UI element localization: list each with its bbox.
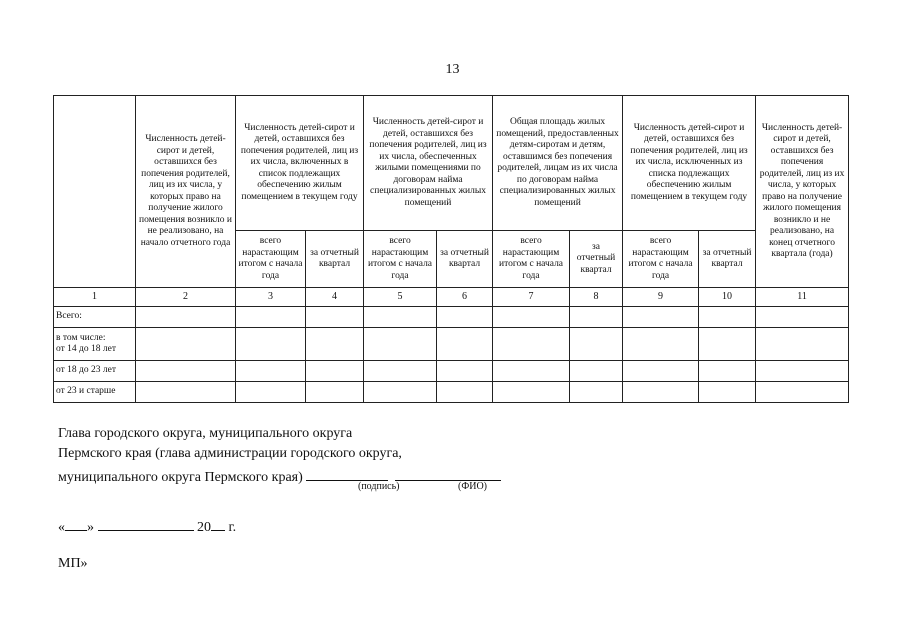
table-cell <box>364 328 437 361</box>
signature-blank[interactable] <box>306 466 388 481</box>
table-cell <box>493 382 570 403</box>
table-cell <box>306 382 364 403</box>
row-label-age-14-18: от 14 до 18 лет <box>56 344 116 354</box>
year-blank[interactable] <box>211 516 225 531</box>
header-col2: Численность детей-сирот и детей, оставшихся без попечения родителей, лиц из их числа, у которых право на получение жилого помещения возникло и не реализовано, на начало отчетного года <box>136 96 236 288</box>
table-cell <box>136 361 236 382</box>
table-cell <box>493 361 570 382</box>
table-cell <box>306 307 364 328</box>
table-cell <box>699 361 756 382</box>
subheader-col7: всего нарастающим итогом с начала года <box>493 231 570 288</box>
col-number: 8 <box>570 288 623 307</box>
subheader-col10: за отчетный квартал <box>699 231 756 288</box>
table-cell <box>437 361 493 382</box>
subheader-col9: всего нарастающим итогом с начала года <box>623 231 699 288</box>
signature-line-3-text: муниципального округа Пермского края) <box>58 470 303 485</box>
table-cell <box>364 382 437 403</box>
date-close-quote: » <box>87 520 94 535</box>
caption-signature: (подпись) <box>358 481 400 492</box>
table-cell <box>756 361 849 382</box>
table-cell <box>756 382 849 403</box>
table-cell <box>364 307 437 328</box>
table-cell <box>437 328 493 361</box>
header-group-9-10: Численность детей-сирот и детей, оставшихся без попечения родителей, лиц из их числа, исключенных из списка подлежащих обеспечению жилым помещением в текущем году <box>623 96 756 231</box>
fio-blank[interactable] <box>395 466 501 481</box>
col-number: 3 <box>236 288 306 307</box>
row-label-14-18 <box>54 328 136 361</box>
year-suffix: г. <box>228 520 237 535</box>
table-cell <box>437 307 493 328</box>
signature-line-3 <box>58 466 501 486</box>
table-cell <box>136 307 236 328</box>
table-cell <box>623 382 699 403</box>
table-cell <box>623 361 699 382</box>
signature-line-2: Пермского края (глава администрации городского округа, <box>58 446 402 461</box>
col-number: 4 <box>306 288 364 307</box>
col-number: 2 <box>136 288 236 307</box>
table-row <box>54 307 849 328</box>
table-cell <box>437 382 493 403</box>
table-cell <box>493 328 570 361</box>
table-cell <box>699 307 756 328</box>
subheader-col4: за отчетный квартал <box>306 231 364 288</box>
page-number: 13 <box>445 62 460 77</box>
month-blank[interactable] <box>98 516 194 531</box>
year-prefix: 20 <box>197 520 211 535</box>
table-cell <box>623 307 699 328</box>
day-blank[interactable] <box>65 516 87 531</box>
table-cell <box>699 382 756 403</box>
col-number: 11 <box>756 288 849 307</box>
table-cell <box>306 328 364 361</box>
table-row <box>54 382 849 403</box>
header-group-3-4: Численность детей-сирот и детей, оставшихся без попечения родителей, лиц из их числа, включенных в список подлежащих обеспечению жилым помещением в текущем году <box>236 96 364 231</box>
col-number: 1 <box>54 288 136 307</box>
table-cell <box>236 382 306 403</box>
table-cell <box>570 382 623 403</box>
col-number: 7 <box>493 288 570 307</box>
table-cell <box>136 382 236 403</box>
subheader-col6: за отчетный квартал <box>437 231 493 288</box>
header-group-7-8: Общая площадь жилых помещений, предоставленных детям-сиротам и детям, оставшимся без попечения родителей, лицам из их числа по договорам найма специализированных жилых помещений <box>493 96 623 231</box>
table-cell <box>236 328 306 361</box>
table-cell <box>623 328 699 361</box>
header-col1-empty <box>54 96 136 288</box>
table-cell <box>236 361 306 382</box>
table-cell <box>364 361 437 382</box>
table-cell <box>570 361 623 382</box>
table-cell <box>756 307 849 328</box>
report-table <box>53 95 849 403</box>
signature-line-1: Глава городского округа, муниципального округа <box>58 426 353 441</box>
column-number-row <box>54 288 849 307</box>
date-open-quote: « <box>58 520 65 535</box>
table-cell <box>756 328 849 361</box>
stamp-label: МП» <box>58 556 88 571</box>
subheader-col3: всего нарастающим итогом с начала года <box>236 231 306 288</box>
table-cell <box>493 307 570 328</box>
row-label-age-23-plus: от 23 и старше <box>54 382 136 403</box>
row-label-total: Всего: <box>54 307 136 328</box>
table-cell <box>306 361 364 382</box>
table-cell <box>236 307 306 328</box>
row-label-including: в том числе: <box>56 332 106 343</box>
table-cell <box>570 307 623 328</box>
col-number: 9 <box>623 288 699 307</box>
row-label-age-18-23: от 18 до 23 лет <box>54 361 136 382</box>
header-group-5-6: Численность детей-сирот и детей, оставшихся без попечения родителей, лиц из их числа, обеспеченных жилыми помещениями по договорам найма специализированных жилых помещений <box>364 96 493 231</box>
table-row <box>54 361 849 382</box>
caption-fio: (ФИО) <box>458 481 488 492</box>
subheader-col8: за отчетный квартал <box>570 231 623 288</box>
table-cell <box>699 328 756 361</box>
col-number: 5 <box>364 288 437 307</box>
table-cell <box>570 328 623 361</box>
col-number: 10 <box>699 288 756 307</box>
subheader-col5: всего нарастающим итогом с начала года <box>364 231 437 288</box>
header-col11: Численность детей-сирот и детей, оставшихся без попечения родителей, лиц из их числа, у которых право на получение жилого помещения возникло и не реализовано, на конец отчетного квартала (года) <box>756 96 849 288</box>
col-number: 6 <box>437 288 493 307</box>
date-line <box>58 516 236 536</box>
table-cell <box>136 328 236 361</box>
table-row <box>54 328 849 361</box>
